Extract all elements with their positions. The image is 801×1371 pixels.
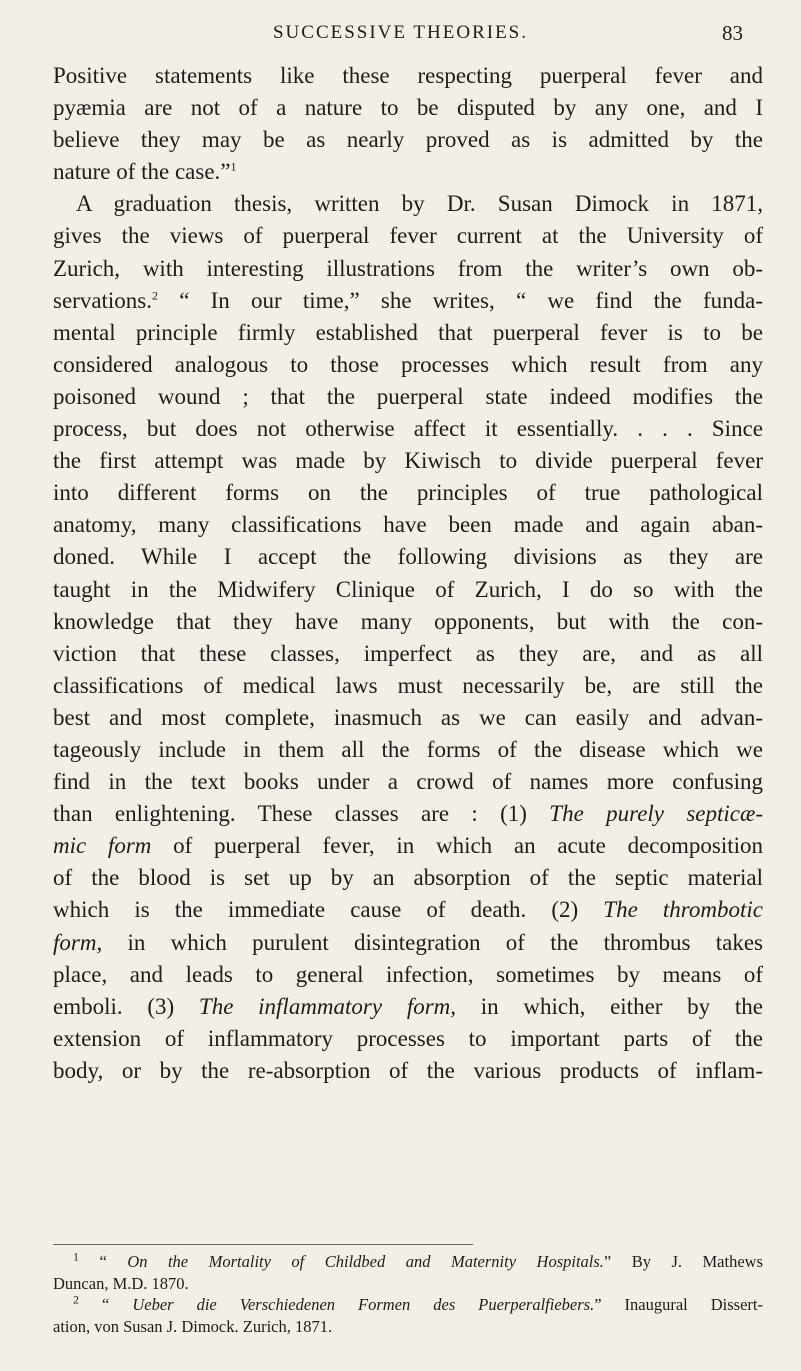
- italic-span: form,: [53, 929, 103, 955]
- text-line: into different forms on the principles of true pathological: [53, 480, 763, 506]
- body-text: [53, 60, 763, 1087]
- text-line: viction that these classes, imperfect as they are, and as all: [53, 640, 763, 666]
- text-line: pyæmia are not of a nature to be disputed by any one, and I: [53, 95, 763, 121]
- footnote-marker: 2: [73, 1292, 79, 1307]
- text-line: mental principle firmly established that puerperal fever is to be: [53, 319, 763, 345]
- footnote-ref-2: 2: [152, 288, 159, 302]
- italic-span: The purely septicæ-: [549, 801, 763, 827]
- text-line: doned. While I accept the following divisions as they are: [53, 544, 763, 570]
- text-line: body, or by the re-absorption of the various products of inflam-: [53, 1057, 763, 1083]
- text-line: gives the views of puerperal fever current at the University of: [53, 223, 763, 249]
- text-span: in which purulent disintegration of the thrombus takes: [102, 929, 763, 955]
- text-line: believe they may be as nearly proved as is admitted by the: [53, 127, 763, 153]
- text-span: “ In our time,” she writes, “ we find the funda-: [179, 287, 764, 313]
- text-line: of the blood is set up by an absorption of the septic material: [53, 865, 763, 891]
- text-line: find in the text books under a crowd of names more confusing: [53, 769, 763, 795]
- text-line: poisoned wound ; that the puerperal state indeed modifies the: [53, 383, 763, 409]
- italic-span: The inflammatory form,: [198, 993, 457, 1019]
- text-line: classifications of medical laws must necessarily be, are still the: [53, 672, 763, 698]
- text-span: of puerperal fever, in which an acute decomposition: [151, 833, 763, 859]
- text-line: knowledge that they have many opponents, but with the con-: [53, 608, 763, 634]
- italic-span: mic form: [53, 833, 152, 859]
- text-line: [53, 156, 763, 188]
- footnotes: [53, 1251, 763, 1337]
- footnote-2-cont: ation, von Susan J. Dimock. Zurich, 1871.: [53, 1316, 333, 1336]
- text-line: best and most complete, inasmuch as we can easily and advan-: [53, 704, 763, 730]
- text-line: considered analogous to those processes which result from any: [53, 351, 763, 377]
- footnote-1-cont: Duncan, M.D. 1870.: [53, 1273, 189, 1293]
- text-line: A graduation thesis, written by Dr. Susan Dimock in 1871,: [76, 191, 763, 217]
- footnote-marker: 1: [73, 1249, 79, 1264]
- footnote-title: On the Mortality of Childbed and Maternity Hospitals.: [127, 1252, 604, 1271]
- text-line: Zurich, with interesting illustrations from the writer’s own ob-: [53, 255, 763, 281]
- text-line: [53, 927, 763, 959]
- italic-span: The thrombotic: [603, 897, 763, 923]
- text-span: ” Inaugural Dissert-: [594, 1295, 764, 1314]
- running-head: [0, 18, 801, 52]
- text-line: [53, 798, 763, 830]
- text-span: ” By J. Mathews: [603, 1252, 764, 1271]
- text-line: taught in the Midwifery Clinique of Zurich, I do so with the: [53, 576, 763, 602]
- text-span: servations.: [53, 287, 153, 313]
- text-line: [53, 894, 763, 926]
- text-span: in which, either by the: [456, 993, 763, 1019]
- text-span: “: [99, 1252, 128, 1271]
- text-line: tageously include in them all the forms of the disease which we: [53, 736, 763, 762]
- text-line: [53, 285, 763, 317]
- text-span: than enlightening. These classes are : (1): [53, 801, 550, 827]
- footnote-1: [53, 1251, 763, 1273]
- text-line: extension of inflammatory processes to important parts of the: [53, 1025, 763, 1051]
- text-span: which is the immediate cause of death. (2): [53, 897, 604, 923]
- text-span: emboli. (3): [53, 993, 199, 1019]
- footnote-divider: [53, 1244, 473, 1245]
- text-line: [53, 830, 763, 862]
- text-line: process, but does not otherwise affect it essentially. . . . Since: [53, 416, 763, 442]
- footnote-title: Ueber die Verschiedenen Formen des Puerperalfiebers.: [132, 1295, 595, 1314]
- text-span: “: [102, 1295, 133, 1314]
- page-number: 83: [722, 21, 743, 45]
- text-line: [53, 991, 763, 1023]
- text-span: nature of the case.”: [53, 159, 231, 185]
- text-line: Positive statements like these respecting puerperal fever and: [53, 63, 763, 88]
- running-title: SUCCESSIVE THEORIES.: [272, 22, 528, 43]
- footnote-2: [53, 1294, 763, 1316]
- text-line: place, and leads to general infection, sometimes by means of: [53, 961, 763, 987]
- footnote-ref-1: 1: [230, 159, 237, 174]
- text-line: anatomy, many classifications have been made and again aban-: [53, 512, 763, 538]
- text-line: the first attempt was made by Kiwisch to divide puerperal fever: [53, 448, 763, 474]
